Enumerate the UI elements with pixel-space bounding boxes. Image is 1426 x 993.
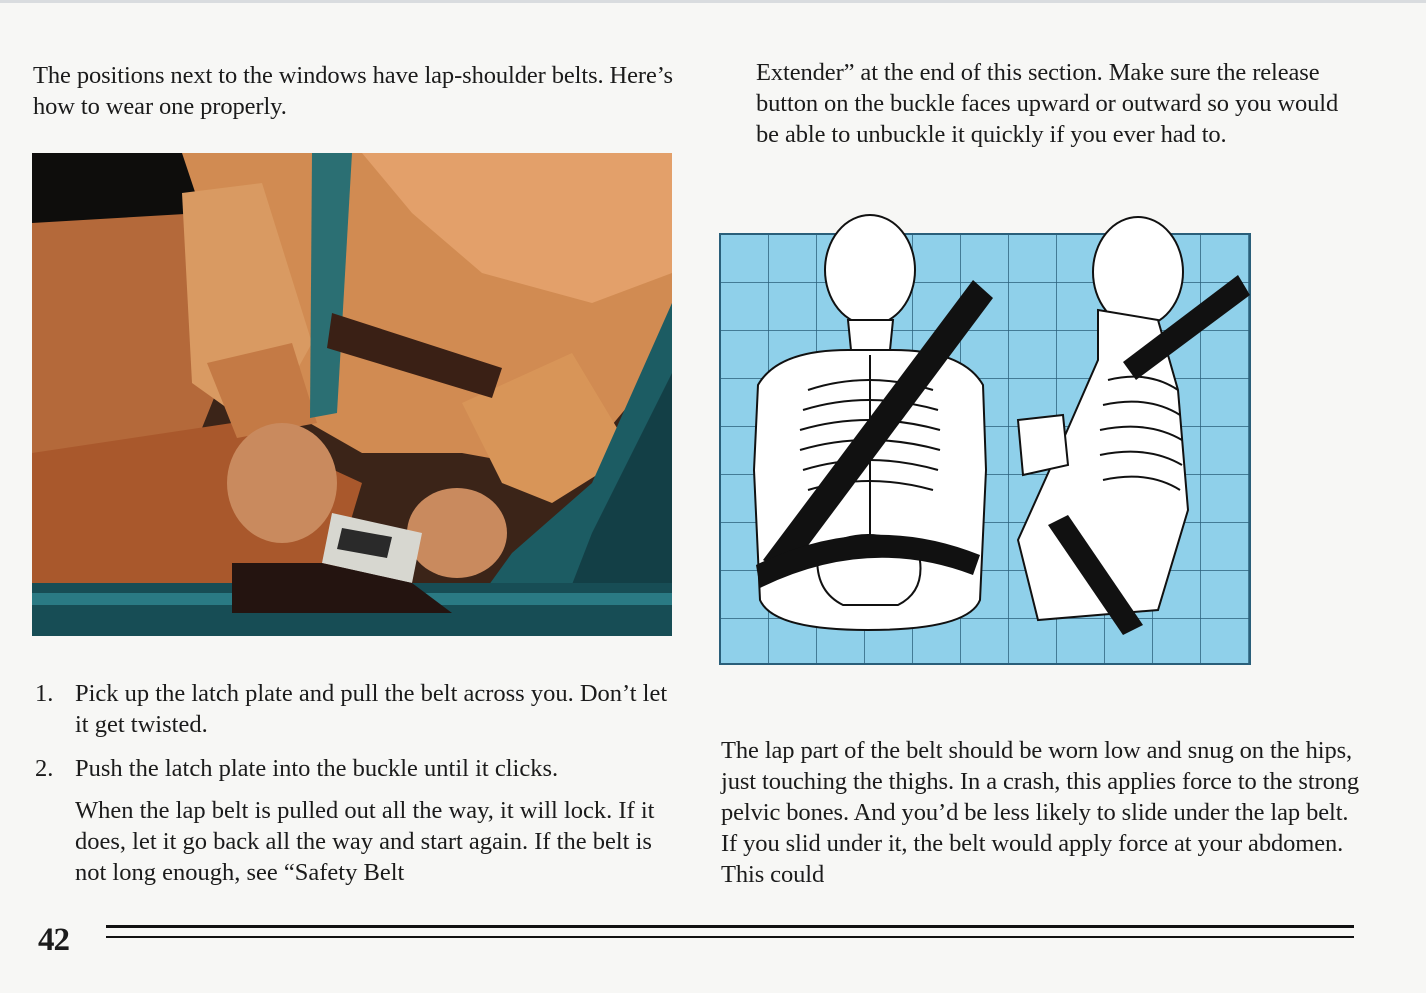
footer-rule-thin (106, 936, 1354, 938)
intro-paragraph: The positions next to the windows have lap-shoulder belts. Here’s how to wear one properly. (33, 62, 673, 120)
page-top-edge (0, 0, 1426, 3)
page-number: 42 (38, 922, 69, 958)
skeleton-belt-diagram (718, 210, 1253, 668)
step-text: Pick up the latch plate and pull the belt across you. Don’t let it get twisted. (75, 680, 668, 738)
step-number: 1. (35, 680, 54, 707)
list-item (33, 678, 683, 740)
footer-rule-thick (106, 925, 1354, 928)
continued-paragraph: Extender” at the end of this section. Make sure the release button on the buckle faces upward or outward so you would be able to unbuckle it quickly if you ever had to. (756, 59, 1339, 148)
instruction-steps (33, 678, 683, 797)
belt-buckling-photo (32, 153, 672, 636)
lap-belt-paragraph: The lap part of the belt should be worn low and snug on the hips, just touching the thighs. In a crash, this applies force to the strong pelvic bones. And you’d be less likely to slide under the lap belt. If you slid under it, the belt would apply force at your abdomen. This could (721, 737, 1360, 888)
step-text: Push the latch plate into the buckle until it clicks. (75, 755, 559, 782)
step-note-paragraph: When the lap belt is pulled out all the way, it will lock. If it does, let it go back all the way and start again. If the belt is not long enough, see “Safety Belt (75, 797, 655, 886)
step-number: 2. (35, 755, 54, 782)
list-item (33, 753, 683, 784)
